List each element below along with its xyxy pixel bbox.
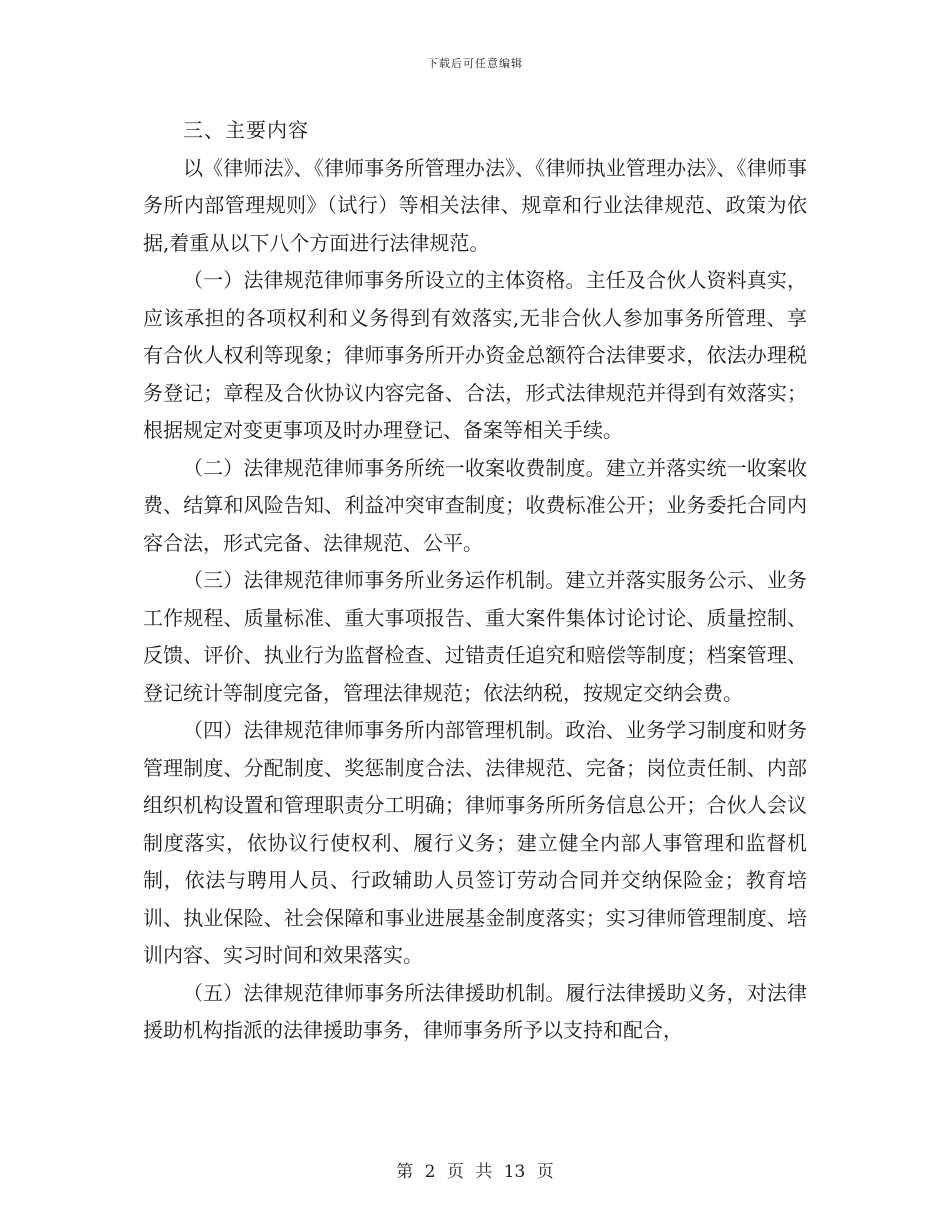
paragraph-2: （二）法律规范律师事务所统一收案收费制度。建立并落实统一收案收费、结算和风险告知、利益冲突审查制度；收费标准公开；业务委托合同内容合法，形式完备、法律规范、公平。 xyxy=(143,455,807,555)
section-heading: 三、主要内容 xyxy=(183,118,309,142)
paragraph-3: （三）法律规范律师事务所业务运作机制。建立并落实服务公示、业务工作规程、质量标准、重大事项报告、重大案件集体讨论讨论、质量控制、反馈、评价、执业行为监督检查、过错责任追究和赔偿等制度；档案管理、登记统计等制度完备，管理法律规范；依法纳税，按规定交纳会费。 xyxy=(143,568,807,705)
paragraph-1: （一）法律规范律师事务所设立的主体资格。主任及合伙人资料真实，应该承担的各项权利和义务得到有效落实,无非合伙人参加事务所管理、享有合伙人权利等现象；律师事务所开办资金总额符合法律要求，依法办理税务登记；章程及合伙协议内容完备、合法，形式法律规范并得到有效落实；根据规定对变更事项及时办理登记、备案等相关手续。 xyxy=(143,268,807,442)
paragraph-5: （五）法律规范律师事务所法律援助机制。履行法律援助义务，对法律援助机构指派的法律援助事务，律师事务所予以支持和配合， xyxy=(143,980,807,1042)
document-body xyxy=(143,112,807,1050)
paragraph-4: （四）法律规范律师事务所内部管理机制。政治、业务学习制度和财务管理制度、分配制度、奖惩制度合法、法律规范、完备；岗位责任制、内部组织机构设置和管理职责分工明确；律师事务所所务信息公开；合伙人会议制度落实，依协议行使权利、履行义务；建立健全内部人事管理和监督机制，依法与聘用人员、行政辅助人员签订劳动合同并交纳保险金；教育培训、执业保险、社会保障和事业进展基金制度落实；实习律师管理制度、培训内容、实习时间和效果落实。 xyxy=(143,718,807,967)
page-footer: 第 2 页 共 13 页 xyxy=(396,1162,554,1182)
paragraph-intro: 以《律师法》、《律师事务所管理办法》、《律师执业管理办法》、《律师事务所内部管理规则》（试行）等相关法律、规章和行业法律规范、政策为依据,着重从以下八个方面进行法律规范。 xyxy=(143,155,807,255)
page-header: 下载后可任意编辑 xyxy=(427,57,523,70)
